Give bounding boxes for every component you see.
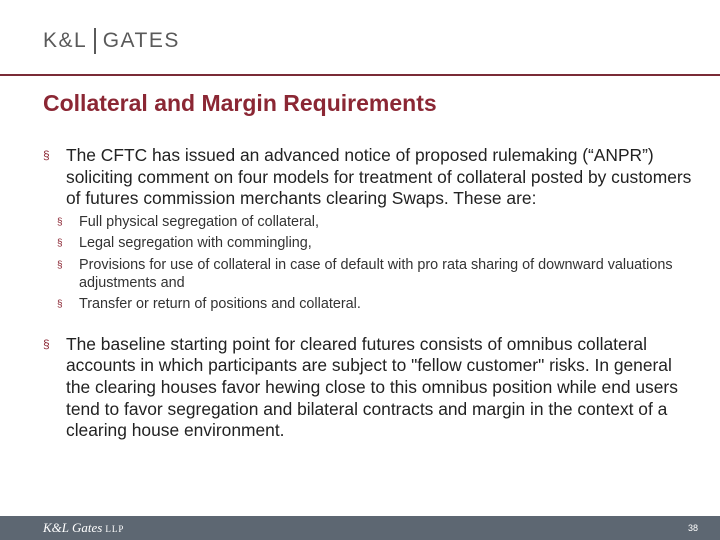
sub-bullet-1-text: Full physical segregation of collateral,	[79, 213, 319, 230]
sub-bullet-1	[43, 214, 693, 232]
bullet-1	[43, 145, 693, 210]
firm-logo	[43, 28, 180, 54]
bullet-2	[43, 334, 693, 442]
sub-bullet-4-text: Transfer or return of positions and collateral.	[79, 296, 361, 313]
logo-divider	[94, 28, 96, 54]
bullet-1-text: The CFTC has issued an advanced notice of proposed rulemaking (“ANPR”) soliciting comment on four models for treatment of collateral posted by customers of futures commission merchants clearing Swaps. These are:	[66, 145, 692, 209]
sub-bullet-marker: §	[57, 238, 63, 250]
footer-logo-text: K&L Gates	[43, 520, 103, 535]
sub-bullet-3	[43, 257, 693, 292]
sub-bullet-marker: §	[57, 299, 63, 311]
slide-body	[43, 145, 693, 442]
sub-bullet-3-text: Provisions for use of collateral in case of default with pro rata sharing of downward valuations adjustments and	[79, 256, 673, 291]
bullet-marker: §	[43, 148, 50, 162]
logo-left-text: K&L	[43, 29, 88, 52]
footer-logo-suffix: LLP	[105, 524, 125, 534]
bullet-1-sublist	[43, 214, 693, 314]
footer-logo	[43, 520, 124, 536]
page-number: 38	[687, 523, 698, 533]
logo-right-text: GATES	[102, 29, 180, 52]
sub-bullet-2	[43, 235, 693, 253]
sub-bullet-marker: §	[57, 216, 63, 228]
sub-bullet-2-text: Legal segregation with commingling,	[79, 235, 312, 252]
slide-title: Collateral and Margin Requirements	[43, 90, 437, 116]
bullet-2-text: The baseline starting point for cleared futures consists of omnibus collateral accounts in which participants are subject to "fellow customer" risks. In general the clearing houses favor hewing close to this omnibus position while end users tend to favor segregation and bilateral contracts and margin in the context of a clearing house environment.	[66, 333, 678, 441]
footer-bar	[0, 516, 720, 540]
sub-bullet-4	[43, 296, 693, 314]
bullet-marker: §	[43, 336, 50, 351]
sub-bullet-marker: §	[57, 259, 63, 271]
header-rule	[0, 74, 720, 76]
